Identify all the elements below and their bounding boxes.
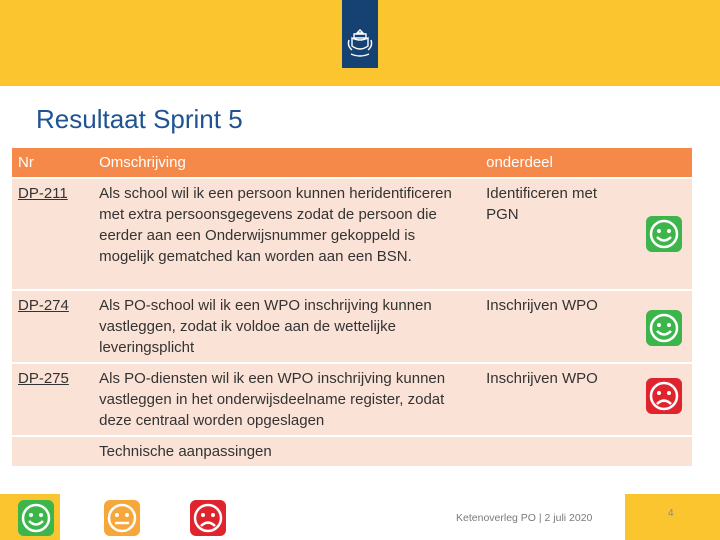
slide-title: Resultaat Sprint 5	[36, 104, 243, 134]
legend-sad-face-icon	[190, 500, 226, 536]
happy-face-icon	[646, 310, 682, 346]
row-nr-link[interactable]: DP-211	[18, 185, 68, 202]
row-onderdeel: Inschrijven WPO	[480, 363, 611, 436]
legend-neutral-face-icon	[104, 500, 140, 536]
row-nr[interactable]	[12, 178, 93, 290]
logo	[342, 0, 378, 68]
page-number: 4	[668, 508, 674, 519]
footer-text: Ketenoverleg PO | 2 juli 2020	[456, 512, 593, 524]
table-row	[12, 290, 692, 363]
header-nr: Nr	[12, 147, 93, 178]
row-omschrijving: Als school wil ik een persoon kunnen heridentificeren met extra persoonsgegevens zodat de persoon die eerder aan een Onderwijsnummer gekoppeld is mogelijk gematched kan worden aan een BSN.	[93, 178, 480, 290]
header-omschrijving: Omschrijving	[93, 147, 480, 178]
row-omschrijving: Technische aanpassingen	[93, 436, 480, 466]
row-nr	[12, 436, 93, 466]
legend-happy-face-icon	[18, 500, 54, 536]
table-header-row	[12, 147, 692, 178]
row-onderdeel: Identificeren met PGN	[480, 178, 611, 290]
header-status	[611, 147, 692, 178]
row-onderdeel: Inschrijven WPO	[480, 290, 611, 363]
row-omschrijving: Als PO-school wil ik een WPO inschrijving kunnen vastleggen, zodat ik voldoe aan de wettelijke leveringsplicht	[93, 290, 480, 363]
row-omschrijving: Als PO-diensten wil ik een WPO inschrijving kunnen vastleggen in het onderwijsdeelname register, zodat deze centraal worden opgeslagen	[93, 363, 480, 436]
row-onderdeel	[480, 436, 611, 466]
row-nr-link[interactable]: DP-275	[18, 370, 69, 387]
row-nr[interactable]	[12, 290, 93, 363]
sprint-table	[12, 146, 692, 466]
table-row	[12, 178, 692, 290]
row-status	[611, 436, 692, 466]
table-row	[12, 363, 692, 436]
row-nr[interactable]	[12, 363, 93, 436]
coat-of-arms-icon	[346, 28, 374, 58]
sad-face-icon	[646, 378, 682, 414]
header-onderdeel: onderdeel	[480, 147, 611, 178]
happy-face-icon	[646, 216, 682, 252]
table-row	[12, 436, 692, 466]
row-nr-link[interactable]: DP-274	[18, 297, 69, 314]
